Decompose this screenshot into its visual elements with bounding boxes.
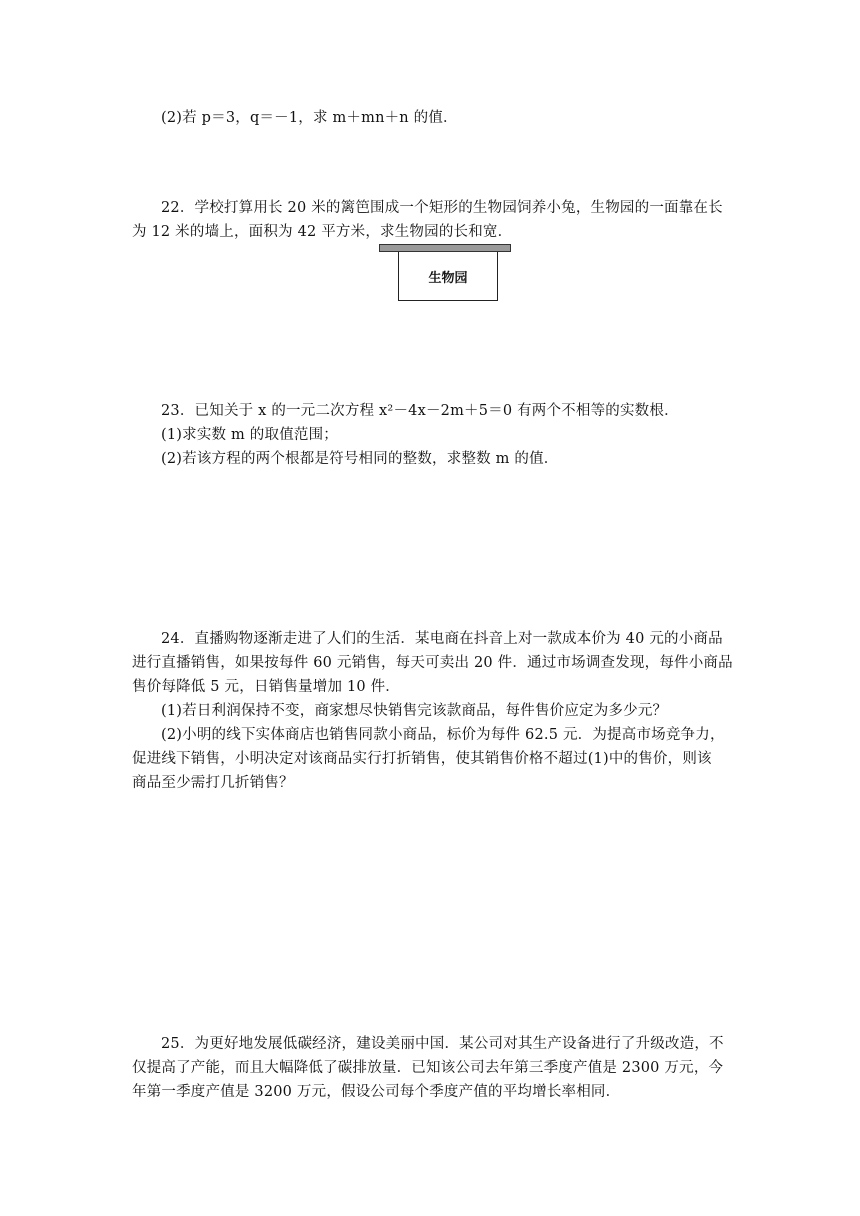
q22-line1: 22．学校打算用长 20 米的篱笆围成一个矩形的生物园饲养小兔，生物园的一面靠在长: [161, 200, 723, 216]
q23-part2: (2)若该方程的两个根都是符号相同的整数，求整数 m 的值．: [161, 451, 559, 467]
q24-part2-line3: 商品至少需打几折销售？: [132, 775, 294, 791]
garden-diagram: [379, 244, 511, 302]
garden-label: 生物园: [428, 270, 468, 286]
q24-part2-line2: 促进线下销售，小明决定对该商品实行打折销售，使其销售价格不超过(1)中的售价，则该: [132, 751, 712, 767]
q24-part2-line1: (2)小明的线下实体商店也销售同款小商品，标价为每件 62.5 元．为提高市场竞争力，: [161, 727, 725, 743]
q22-line2: 为 12 米的墙上，面积为 42 平方米，求生物园的长和宽．: [132, 224, 513, 240]
q24-part1: (1)若日利润保持不变，商家想尽快销售完该款商品，每件售价应定为多少元？: [161, 703, 668, 719]
q24-line3: 售价每降低 5 元，日销售量增加 10 件．: [132, 679, 401, 695]
q23-part1: (1)求实数 m 的取值范围；: [161, 427, 339, 443]
q25-line1: 25．为更好地发展低碳经济，建设美丽中国．某公司对其生产设备进行了升级改造，不: [161, 1036, 724, 1052]
q24-line1: 24．直播购物逐渐走进了人们的生活．某电商在抖音上对一款成本价为 40 元的小商品: [161, 631, 723, 647]
wall-shape: [379, 244, 511, 252]
garden-rectangle: [398, 252, 498, 301]
q24-line2: 进行直播销售，如果按每件 60 元销售，每天可卖出 20 件．通过市场调查发现，每件小商品: [132, 655, 733, 671]
q21-part2: (2)若 p＝3，q＝－1，求 m＋mn＋n 的值．: [161, 110, 458, 126]
q25-line2: 仅提高了产能，而且大幅降低了碳排放量．已知该公司去年第三季度产值是 2300 万元，今: [132, 1060, 724, 1076]
q25-line3: 年第一季度产值是 3200 万元，假设公司每个季度产值的平均增长率相同．: [132, 1084, 621, 1100]
q23-line1: 23．已知关于 x 的一元二次方程 x²－4x－2m＋5＝0 有两个不相等的实数根．: [161, 403, 679, 419]
